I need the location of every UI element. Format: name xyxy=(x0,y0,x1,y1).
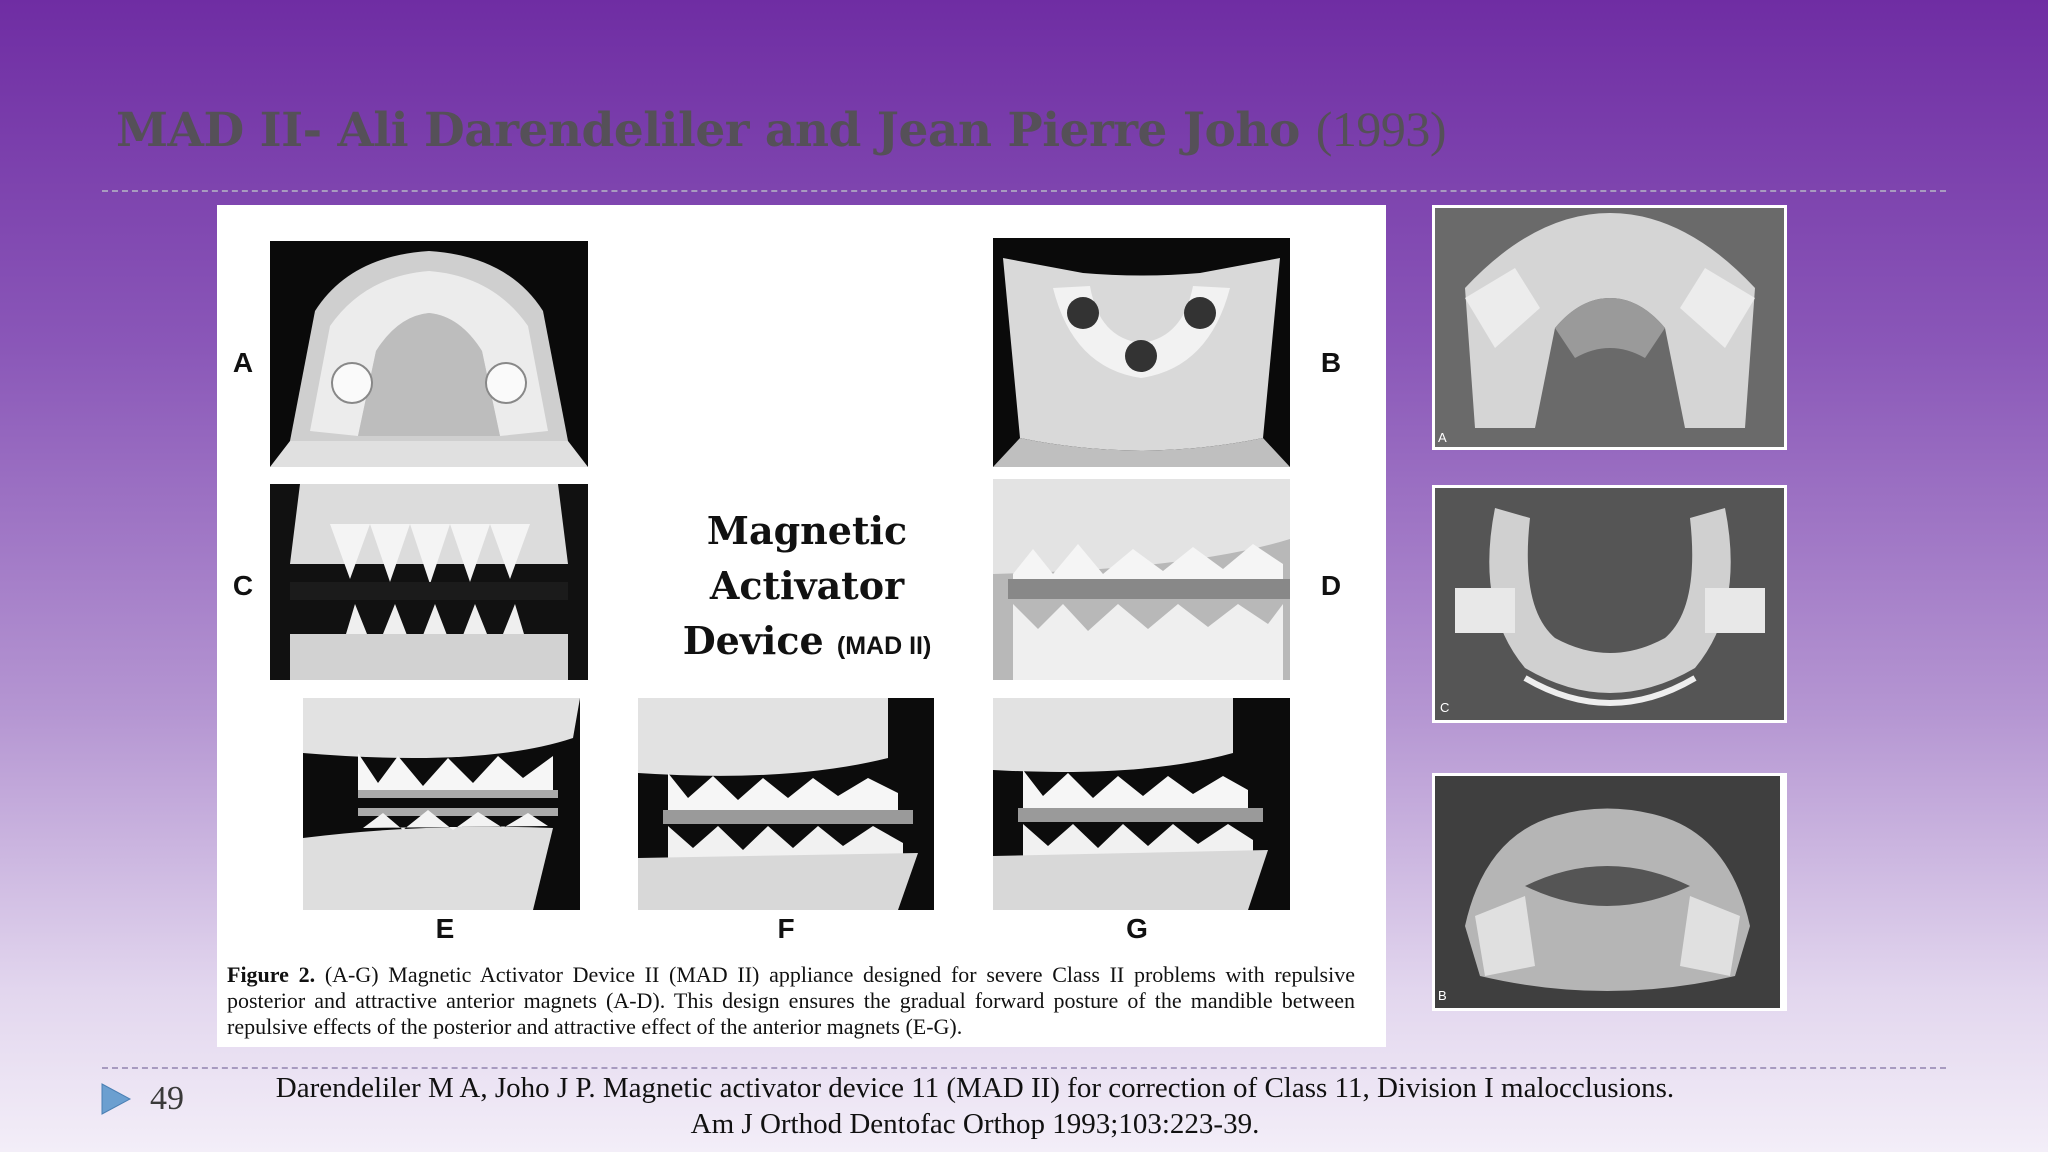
side-label-b: B xyxy=(1438,988,1447,1003)
reference-line-2: Am J Orthod Dentofac Orthop 1993;103:223-39. xyxy=(690,1108,1260,1140)
play-icon[interactable] xyxy=(98,1082,132,1116)
label-d: D xyxy=(1320,570,1342,601)
center-line-3: Device xyxy=(682,618,824,663)
side-photo-b xyxy=(1435,776,1780,1008)
reference-citation xyxy=(230,1070,1720,1142)
caption-label: Figure 2. xyxy=(227,962,316,987)
title-year: (1993) xyxy=(1315,101,1447,157)
center-line-2: Activator xyxy=(709,563,905,608)
photo-f xyxy=(638,698,934,910)
slide-title xyxy=(116,100,1446,158)
label-a: A xyxy=(232,347,254,378)
reference-line-1: Darendeliler M A, Joho J P. Magnetic activator device 11 (MAD II) for correction of Class 11, Division I malocclusions. xyxy=(275,1072,1675,1104)
figure-caption xyxy=(227,962,1355,1040)
page-number: 49 xyxy=(150,1080,184,1117)
center-line-1: Magnetic xyxy=(706,508,908,553)
label-c: C xyxy=(232,570,254,601)
label-f: F xyxy=(777,913,795,944)
photo-c xyxy=(270,484,588,680)
side-label-c: C xyxy=(1440,700,1450,715)
label-b: B xyxy=(1320,347,1342,378)
side-photo-frame-b xyxy=(1432,773,1787,1011)
center-abbrev: (MAD II) xyxy=(836,632,932,660)
side-photo-frame-a xyxy=(1432,205,1787,450)
bottom-divider xyxy=(102,1067,1946,1069)
label-e: E xyxy=(435,913,455,944)
title-text: MAD II- Ali Darendeliler and Jean Pierre Joho xyxy=(116,103,1300,158)
caption-text: (A-G) Magnetic Activator Device II (MAD II) appliance designed for severe Class II problems with repulsive posterior and attractive anterior magnets (A-D). This design ensures the gradual forward posture of the mandible between repulsive effects of the posterior and attractive effect of the anterior magnets (E-G). xyxy=(227,962,1355,1039)
side-photo-c xyxy=(1435,488,1784,720)
figure-panel xyxy=(217,205,1386,1047)
side-photo-a xyxy=(1435,208,1784,447)
photo-e xyxy=(303,698,580,910)
side-label-a: A xyxy=(1438,430,1447,445)
photo-a xyxy=(270,241,588,467)
photo-d xyxy=(993,479,1290,680)
top-divider xyxy=(102,190,1946,192)
side-photo-frame-c xyxy=(1432,485,1787,723)
label-g: G xyxy=(1126,913,1148,944)
figure-center-title xyxy=(637,503,977,674)
photo-b xyxy=(993,238,1290,467)
photo-g xyxy=(993,698,1290,910)
